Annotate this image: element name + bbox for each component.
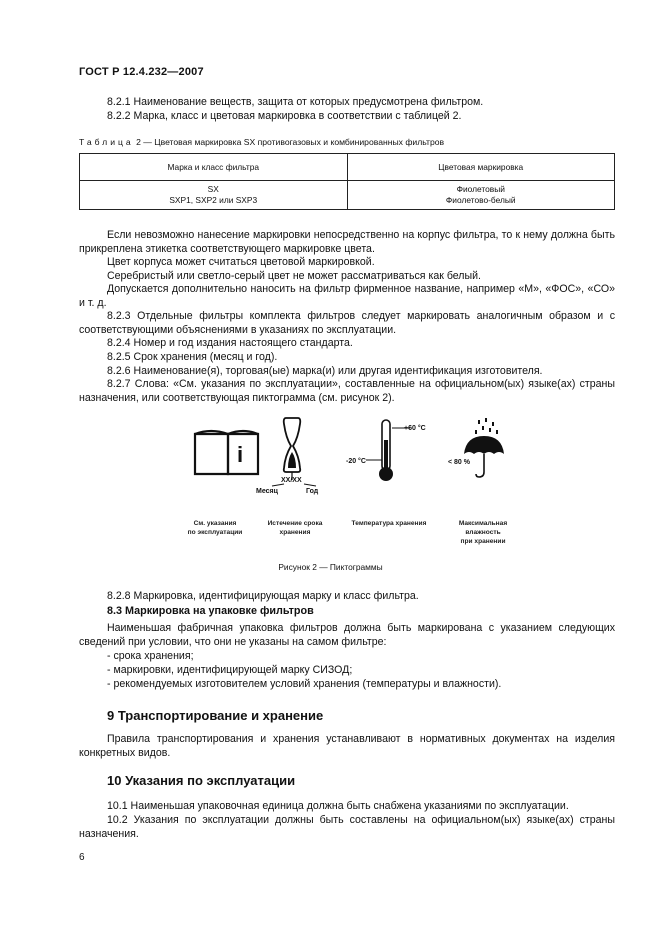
para-9: Правила транспортирования и хранения устанавливают в нормативных документах на изделия конкретных видов. [79, 733, 615, 759]
pictogram-label-manual [170, 519, 260, 537]
figure-caption: Рисунок 2 — Пиктограммы [278, 562, 383, 572]
manual-book-icon [195, 431, 258, 474]
para-label-color: Цвет корпуса может считаться цветовой маркировкой. [107, 256, 375, 268]
humidity-limit: < 80 % [448, 459, 470, 466]
page-number: 6 [79, 852, 85, 863]
hourglass-icon [256, 418, 319, 495]
para-10-2: 10.2 Указания по эксплуатации должны быть составлены на официальном(ых) языке(ах) страны назначения. [79, 814, 615, 840]
table-caption-text: 2 — Цветовая маркировка SX противогазовых и комбинированных фильтров [136, 137, 445, 147]
pictogram-label-temperature: Температура хранения [351, 520, 427, 527]
table-cell-grade-line1: SX [207, 184, 219, 194]
pictogram-figure [180, 412, 520, 510]
table-header-grade: Марка и класс фильтра [80, 154, 348, 181]
pictogram-label-expiry-line2: хранения [279, 529, 311, 536]
table-cell-color-line1: Фиолетовый [456, 184, 505, 194]
para-silver: Серебристый или светло-серый цвет не может рассматриваться как белый. [107, 270, 481, 282]
para-8-2-7: 8.2.7 Слова: «См. указания по эксплуатации», составленные на официальном(ых) языке(ах) страны назначения, или соответствующая пиктограмма (см. рисунок 2). [79, 378, 615, 404]
year-label: Год [306, 488, 319, 495]
heading-10: 10 Указания по эксплуатации [107, 773, 296, 788]
pictogram-label-humidity-line3: при хранении [460, 538, 506, 545]
para-10-1: 10.1 Наименьшая упаковочная единица должна быть снабжена указаниями по эксплуатации. [107, 800, 569, 812]
para-8-2-6: 8.2.6 Наименование(я), торговая(ые) марка(и) или другая идентификация изготовителя. [107, 365, 543, 377]
para-8-2-1: 8.2.1 Наименование веществ, защита от которых предусмотрена фильтром. [107, 96, 484, 108]
table-cell-grade-line2: SXP1, SXP2 или SXP3 [169, 195, 258, 205]
heading-8-3: 8.3 Маркировка на упаковке фильтров [107, 605, 314, 617]
heading-9: 9 Транспортирование и хранение [107, 708, 324, 723]
list-item-conditions: - рекомендуемых изготовителем условий хранения (температуры и влажности). [107, 678, 502, 690]
para-8-2-4: 8.2.4 Номер и год издания настоящего стандарта. [107, 337, 353, 349]
para-label-impossible: Если невозможно нанесение маркировки непосредственно на корпус фильтра, то к нему должна быть прикреплена этикетка соответствующего маркировке цвета. [79, 229, 615, 255]
umbrella-rain-icon [448, 418, 504, 477]
list-item-expiry: - срока хранения; [107, 650, 194, 662]
list-item-marking: - маркировки, идентифицирующей марку СИЗОД; [107, 664, 353, 676]
table-caption [79, 137, 444, 147]
table-cell-color-line2: Фиолетово-белый [445, 195, 516, 205]
para-8-2-5: 8.2.5 Срок хранения (месяц и год). [107, 351, 278, 363]
month-label: Месяц [256, 488, 278, 495]
pictogram-label-expiry [250, 519, 340, 537]
para-8-2-8: 8.2.8 Маркировка, идентифицирующая марку и класс фильтра. [107, 590, 419, 602]
pictogram-label-manual-line1: См. указания [193, 520, 237, 527]
table-cell-grade [80, 181, 348, 210]
para-8-2-3: 8.2.3 Отдельные фильтры комплекта фильтров следует маркировать аналогичным образом и с соответствующими объяснениями в указаниях по эксплуатации. [79, 310, 615, 336]
table-header-color: Цветовая маркировка [347, 154, 615, 181]
svg-text:i: i [237, 442, 244, 467]
thermometer-icon [346, 420, 426, 481]
para-8-3: Наименьшая фабричная упаковка фильтров должна быть маркирована с указанием следующих сведений при условии, что они не указаны на самом фильтре: [79, 622, 615, 648]
pictogram-label-humidity [438, 519, 528, 546]
hourglass-mark: XX/XX [281, 477, 302, 484]
table-cell-color [347, 181, 615, 210]
temp-high: +60 °C [404, 425, 426, 432]
pictogram-label-expiry-line1: Истечение срока [267, 520, 323, 527]
color-marking-table [79, 153, 615, 210]
para-8-2-2: 8.2.2 Марка, класс и цветовая маркировка в соответствии с таблицей 2. [107, 110, 462, 122]
document-code-header: ГОСТ Р 12.4.232—2007 [79, 66, 204, 78]
pictogram-label-manual-line2: по эксплуатации [187, 529, 243, 536]
pictogram-label-humidity-line2: влажность [465, 529, 501, 536]
pictogram-label-humidity-line1: Максимальная [458, 520, 508, 527]
table-caption-word: Таблица [79, 137, 134, 147]
temp-low: -20 °C [346, 458, 366, 465]
para-brand: Допускается дополнительно наносить на фильтр фирменное название, например «М», «ФОС», «СО» и т. д. [79, 283, 615, 309]
